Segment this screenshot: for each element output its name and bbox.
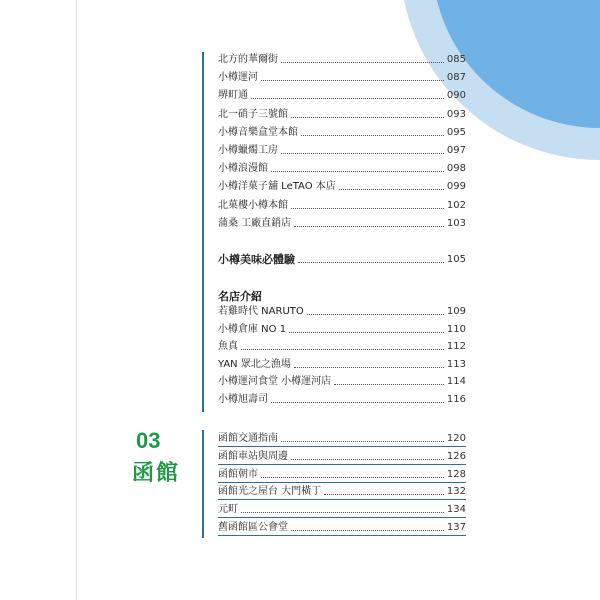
toc-leader <box>324 494 444 495</box>
toc-leader <box>251 98 444 99</box>
toc-page: 128 <box>446 468 466 480</box>
toc-page: 105 <box>446 254 466 265</box>
toc-leader <box>261 477 444 478</box>
toc-row[interactable] <box>218 429 466 445</box>
toc-title: 小樽美味必體驗 <box>218 253 295 266</box>
toc-page: 099 <box>446 181 466 193</box>
toc-title: 小樽運河 <box>218 72 258 84</box>
toc-title: 北菓樓小樽本館 <box>218 199 288 211</box>
toc-row[interactable] <box>218 86 466 102</box>
toc-row[interactable] <box>218 355 466 371</box>
toc-row[interactable] <box>218 482 466 498</box>
toc-row[interactable] <box>218 141 466 157</box>
toc-title: 小樽運河食堂 小樽運河店 <box>218 376 332 388</box>
toc-page: 085 <box>446 54 466 65</box>
toc-leader <box>334 384 444 385</box>
toc-leader <box>294 367 444 368</box>
toc-page: 109 <box>446 306 466 317</box>
toc-page: 098 <box>446 163 466 175</box>
toc-title: 若雞時代 NARUTO <box>218 306 304 317</box>
toc-row[interactable] <box>218 159 466 175</box>
toc-row[interactable] <box>218 518 466 534</box>
toc-leader <box>281 62 444 63</box>
toc-title: 小樽旭壽司 <box>218 394 268 405</box>
toc-row[interactable] <box>218 302 466 318</box>
toc-leader <box>281 153 444 154</box>
toc-page: 102 <box>446 199 466 211</box>
toc-leader <box>307 314 444 315</box>
toc-page: 103 <box>446 217 466 229</box>
toc-page: 116 <box>446 394 466 405</box>
toc-page: 132 <box>446 486 466 498</box>
toc-title: 函館交通指南 <box>218 433 278 444</box>
toc-title: 蒲桑 工廠直銷店 <box>218 217 292 229</box>
toc-leader <box>294 226 444 227</box>
toc-row-feature[interactable] <box>218 248 466 266</box>
toc-leader <box>291 459 444 460</box>
toc-leader <box>261 80 444 81</box>
toc-page: 093 <box>446 108 466 120</box>
toc-leader <box>339 189 444 190</box>
toc-page: 090 <box>446 90 466 102</box>
toc-leader <box>291 208 444 209</box>
toc-page: 120 <box>446 433 466 444</box>
toc-title: 北一硝子三號館 <box>218 108 288 120</box>
toc-page: 126 <box>446 450 466 462</box>
section-heading: 名店介紹 <box>218 290 262 303</box>
toc-title: 元町 <box>218 504 238 516</box>
toc-row[interactable] <box>218 337 466 353</box>
toc-row[interactable] <box>218 68 466 84</box>
toc-row[interactable] <box>218 500 466 516</box>
toc-title: 函館光之屋台 大門橫丁 <box>218 486 322 498</box>
toc-bar-lower <box>202 430 204 538</box>
toc-page: 110 <box>446 323 466 335</box>
toc-page: 112 <box>446 341 466 353</box>
toc-leader <box>281 441 444 442</box>
toc-leader <box>298 262 444 263</box>
toc-page: 134 <box>446 504 466 516</box>
toc-page: 087 <box>446 72 466 84</box>
toc-row[interactable] <box>218 105 466 121</box>
toc-leader <box>271 171 444 172</box>
toc-title: 堺町通 <box>218 90 248 102</box>
toc-title: 小樽蠟燭工房 <box>218 145 278 156</box>
toc-row[interactable] <box>218 214 466 230</box>
toc-title: 小樽浪漫館 <box>218 163 268 175</box>
toc-leader <box>241 512 444 513</box>
toc-leader <box>291 530 444 531</box>
toc-bar-upper <box>202 52 204 412</box>
toc-leader <box>289 332 444 333</box>
toc-row[interactable] <box>218 196 466 212</box>
toc-title: 北方的華爾街 <box>218 54 278 65</box>
toc-title: 小樽倉庫 NO 1 <box>218 323 287 335</box>
toc-leader <box>271 402 444 403</box>
toc-row[interactable] <box>218 177 466 193</box>
toc-title: 小樽洋菓子舖 LeTAO 本店 <box>218 181 336 193</box>
toc-title: 舊函館區公會堂 <box>218 522 288 533</box>
toc-title: YAN 眾北之漁場 <box>218 358 291 370</box>
toc-row[interactable] <box>218 465 466 481</box>
toc-row[interactable] <box>218 390 466 406</box>
chapter-name: 函館 <box>132 461 181 486</box>
toc-page: 114 <box>446 376 466 388</box>
toc-page: 137 <box>446 522 466 533</box>
chapter-number: 03 <box>136 428 161 453</box>
row-divider <box>218 535 466 536</box>
toc-row[interactable] <box>218 123 466 139</box>
toc-leader <box>241 349 444 350</box>
toc-row[interactable] <box>218 372 466 388</box>
toc-row[interactable] <box>218 320 466 336</box>
toc-title: 小樽音樂盒堂本館 <box>218 126 298 138</box>
toc-row[interactable] <box>218 447 466 463</box>
toc-title: 函館車站與周邊 <box>218 450 288 462</box>
toc-title: 函館朝市 <box>218 468 258 480</box>
toc-leader <box>291 117 444 118</box>
toc-leader <box>301 135 444 136</box>
toc-page: 097 <box>446 145 466 156</box>
toc-page: 113 <box>446 358 466 370</box>
toc-row[interactable] <box>218 50 466 66</box>
toc-title: 魚真 <box>218 341 238 353</box>
toc-page: 095 <box>446 126 466 138</box>
